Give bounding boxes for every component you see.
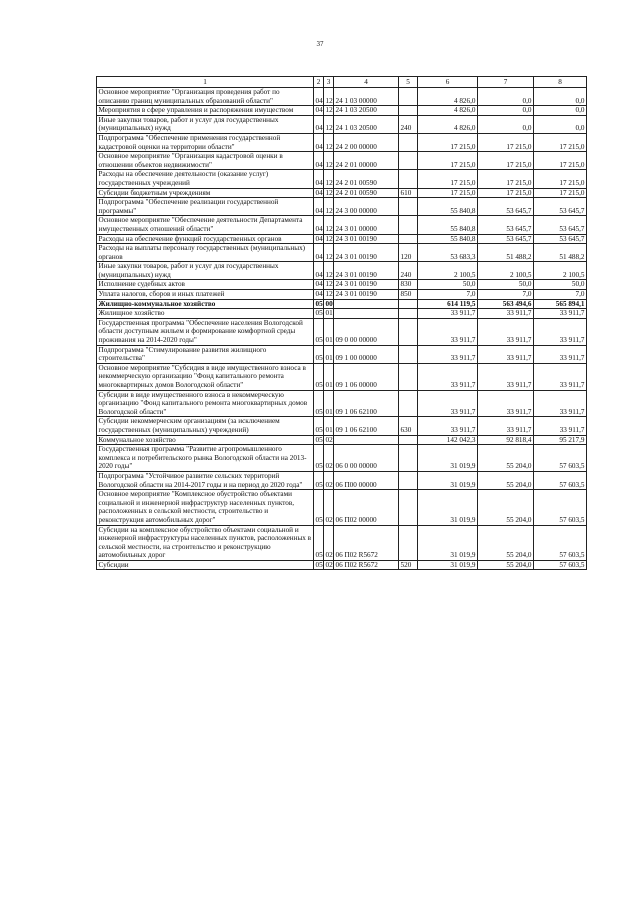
row-name-cell: Государственная программа "Развитие агропромышленного комплекса и потребительского рынка Вологодской области на 2013-2020 годы" — [97, 445, 314, 472]
amount-year2-cell: 92 818,4 — [478, 435, 534, 445]
amount-year2-cell: 0,0 — [478, 88, 534, 106]
amount-year1-cell: 55 840,8 — [418, 216, 478, 234]
target-article-cell: 24 1 03 00000 — [334, 88, 399, 106]
amount-year3-cell: 57 603,5 — [534, 445, 587, 472]
amount-year2-cell: 55 204,0 — [478, 525, 534, 560]
target-article-cell: 24 3 01 00000 — [334, 216, 399, 234]
expense-type-cell — [399, 445, 418, 472]
expense-type-cell — [399, 525, 418, 560]
table-body — [97, 88, 587, 570]
table-row — [97, 88, 587, 106]
table-row — [97, 417, 587, 435]
target-article-cell: 24 2 00 00000 — [334, 133, 399, 151]
expense-type-cell — [399, 216, 418, 234]
section-code-cell: 05 — [314, 390, 324, 417]
amount-year2-cell: 55 204,0 — [478, 445, 534, 472]
target-article-cell: 09 1 06 62100 — [334, 417, 399, 435]
row-name-cell: Уплата налогов, сборов и иных платежей — [97, 290, 314, 300]
row-name-cell: Расходы на обеспечение функций государственных органов — [97, 234, 314, 244]
amount-year2-cell: 33 911,7 — [478, 417, 534, 435]
target-article-cell: 09 1 00 00000 — [334, 345, 399, 363]
section-code-cell: 05 — [314, 417, 324, 435]
expense-type-cell — [399, 170, 418, 188]
table-row — [97, 309, 587, 319]
amount-year3-cell: 53 645,7 — [534, 234, 587, 244]
amount-year3-cell: 53 645,7 — [534, 216, 587, 234]
target-article-cell: 24 1 03 20500 — [334, 106, 399, 116]
amount-year3-cell: 2 100,5 — [534, 262, 587, 280]
target-article-cell — [334, 435, 399, 445]
target-article-cell: 24 2 01 00590 — [334, 188, 399, 198]
amount-year2-cell: 53 645,7 — [478, 216, 534, 234]
amount-year2-cell: 7,0 — [478, 290, 534, 300]
row-name-cell: Основное мероприятие "Субсидия в виде имущественного взноса в некоммерческую организацию "Фонд капитального ремонта многоквартирных домов Вологодской области" — [97, 363, 314, 390]
section-code-cell: 04 — [315, 290, 323, 299]
expense-type-cell: 830 — [399, 280, 418, 290]
table-row — [97, 115, 587, 133]
section-code-cell: 04 — [314, 244, 324, 262]
table-row — [97, 471, 587, 489]
column-header: 1 — [97, 77, 314, 88]
amount-year1-cell: 4 826,0 — [418, 88, 478, 106]
column-header: 6 — [418, 77, 478, 88]
amount-year1-cell: 33 911,7 — [418, 318, 478, 345]
expense-type-cell — [399, 198, 418, 216]
budget-table — [96, 76, 587, 570]
table-row — [97, 170, 587, 188]
table-row — [97, 244, 587, 262]
target-article-cell: 24 3 01 00190 — [334, 234, 399, 244]
table-row — [97, 445, 587, 472]
row-name-cell: Подпрограмма "Обеспечение реализации государственной программы" — [97, 198, 314, 216]
amount-year1-cell: 4 826,0 — [418, 115, 478, 133]
amount-year1-cell: 7,0 — [418, 290, 478, 300]
target-article-cell: 24 2 01 00590 — [334, 170, 399, 188]
section-code-cell: 05 — [314, 471, 324, 489]
row-name-cell: Жилищно-коммунальное хозяйство — [97, 299, 314, 309]
expense-type-cell: 610 — [399, 188, 418, 198]
table-row — [97, 525, 587, 560]
expense-type-cell — [399, 345, 418, 363]
amount-year1-cell: 53 683,3 — [418, 244, 478, 262]
amount-year3-cell: 33 911,7 — [534, 318, 587, 345]
subsection-code-cell: 01 — [324, 318, 334, 345]
subsection-code-cell: 01 — [325, 309, 333, 318]
amount-year2-cell: 33 911,7 — [478, 363, 534, 390]
amount-year2-cell: 563 494,6 — [478, 299, 534, 309]
subsection-code-cell: 12 — [324, 133, 334, 151]
amount-year3-cell: 53 645,7 — [534, 198, 587, 216]
table-header-row — [97, 77, 587, 88]
row-name-cell: Жилищное хозяйство — [97, 309, 314, 319]
row-name-cell: Подпрограмма "Обеспечение применения государственной кадастровой оценки на территории области" — [97, 133, 314, 151]
section-code-cell: 04 — [314, 152, 324, 170]
row-name-cell: Субсидии бюджетным учреждениям — [97, 188, 314, 198]
target-article-cell: 24 2 01 00000 — [334, 152, 399, 170]
amount-year3-cell: 33 911,7 — [534, 390, 587, 417]
table-row — [97, 435, 587, 445]
subsection-code-cell: 02 — [325, 435, 333, 444]
amount-year3-cell: 33 911,7 — [534, 309, 587, 319]
target-article-cell — [334, 299, 399, 309]
amount-year3-cell: 57 603,5 — [534, 490, 587, 525]
section-code-cell: 04 — [314, 262, 324, 280]
amount-year1-cell: 142 042,3 — [418, 435, 478, 445]
subsection-code-cell: 00 — [325, 299, 333, 308]
target-article-cell: 24 3 01 00190 — [334, 244, 399, 262]
target-article-cell: 24 3 00 00000 — [334, 198, 399, 216]
subsection-code-cell: 02 — [324, 471, 334, 489]
amount-year3-cell: 51 488,2 — [534, 244, 587, 262]
expense-type-cell: 850 — [399, 290, 418, 300]
row-name-cell: Основное мероприятие "Обеспечение деятельности Департамента имущественных отношений области" — [97, 216, 314, 234]
target-article-cell: 24 1 03 20500 — [334, 115, 399, 133]
column-header: 4 — [334, 77, 399, 88]
target-article-cell: 06 0 00 00000 — [334, 445, 399, 472]
expense-type-cell — [399, 490, 418, 525]
table-row — [97, 198, 587, 216]
section-code-cell: 05 — [314, 318, 324, 345]
target-article-cell: 06 П00 00000 — [334, 471, 399, 489]
amount-year1-cell: 31 019,9 — [418, 525, 478, 560]
table-row — [97, 133, 587, 151]
amount-year2-cell: 2 100,5 — [478, 262, 534, 280]
section-code-cell: 04 — [315, 234, 323, 243]
amount-year1-cell: 4 826,0 — [418, 106, 478, 116]
row-name-cell: Иные закупки товаров, работ и услуг для государственных (муниципальных) нужд — [97, 115, 314, 133]
subsection-code-cell: 12 — [324, 115, 334, 133]
subsection-code-cell: 01 — [324, 345, 334, 363]
subsection-code-cell: 01 — [324, 417, 334, 435]
row-name-cell: Мероприятия в сфере управления и распоряжения имуществом — [97, 106, 314, 116]
table-row — [97, 345, 587, 363]
section-code-cell: 05 — [315, 309, 323, 318]
expense-type-cell: 520 — [399, 560, 418, 570]
row-name-cell: Иные закупки товаров, работ и услуг для государственных (муниципальных) нужд — [97, 262, 314, 280]
expense-type-cell — [399, 435, 418, 445]
amount-year1-cell: 17 215,0 — [418, 133, 478, 151]
section-code-cell: 04 — [315, 188, 323, 197]
section-code-cell: 04 — [314, 115, 324, 133]
amount-year2-cell: 50,0 — [478, 280, 534, 290]
amount-year2-cell: 17 215,0 — [478, 170, 534, 188]
subsection-code-cell: 12 — [325, 290, 333, 299]
table-row — [97, 188, 587, 198]
amount-year3-cell: 7,0 — [534, 290, 587, 300]
amount-year1-cell: 17 215,0 — [418, 170, 478, 188]
row-name-cell: Исполнение судебных актов — [97, 280, 314, 290]
table-row — [97, 490, 587, 525]
expense-type-cell — [399, 309, 418, 319]
expense-type-cell — [399, 318, 418, 345]
column-header: 5 — [399, 77, 418, 88]
amount-year2-cell: 33 911,7 — [478, 345, 534, 363]
subsection-code-cell: 02 — [325, 560, 333, 569]
expense-type-cell: 120 — [399, 244, 418, 262]
subsection-code-cell: 12 — [324, 216, 334, 234]
target-article-cell: 06 П02 00000 — [334, 490, 399, 525]
target-article-cell: 09 1 06 62100 — [334, 390, 399, 417]
section-code-cell: 04 — [314, 170, 324, 188]
amount-year3-cell: 17 215,0 — [534, 188, 587, 198]
amount-year3-cell: 17 215,0 — [534, 133, 587, 151]
row-name-cell: Подпрограмма "Стимулирование развития жилищного строительства" — [97, 345, 314, 363]
amount-year2-cell: 0,0 — [478, 106, 534, 116]
amount-year2-cell: 0,0 — [478, 115, 534, 133]
section-code-cell: 05 — [315, 435, 323, 444]
target-article-cell: 24 3 01 00190 — [334, 280, 399, 290]
amount-year1-cell: 33 911,7 — [418, 417, 478, 435]
row-name-cell: Подпрограмма "Устойчивое развитие сельских территорий Вологодской области на 2014-2017 годы и на период до 2020 года" — [97, 471, 314, 489]
amount-year3-cell: 0,0 — [534, 88, 587, 106]
amount-year1-cell: 33 911,7 — [418, 345, 478, 363]
subsection-code-cell: 02 — [324, 525, 334, 560]
section-code-cell: 04 — [314, 198, 324, 216]
amount-year2-cell: 53 645,7 — [478, 198, 534, 216]
amount-year2-cell: 55 204,0 — [478, 490, 534, 525]
expense-type-cell — [399, 106, 418, 116]
expense-type-cell — [399, 390, 418, 417]
table-row — [97, 318, 587, 345]
amount-year1-cell: 17 215,0 — [418, 188, 478, 198]
target-article-cell: 09 1 06 00000 — [334, 363, 399, 390]
amount-year1-cell: 2 100,5 — [418, 262, 478, 280]
column-header: 2 — [314, 77, 324, 88]
section-code-cell: 05 — [314, 525, 324, 560]
amount-year1-cell: 31 019,9 — [418, 560, 478, 570]
amount-year1-cell: 55 840,8 — [418, 234, 478, 244]
amount-year1-cell: 17 215,0 — [418, 152, 478, 170]
amount-year2-cell: 17 215,0 — [478, 152, 534, 170]
amount-year1-cell: 31 019,9 — [418, 471, 478, 489]
amount-year3-cell: 17 215,0 — [534, 170, 587, 188]
amount-year1-cell: 33 911,7 — [418, 390, 478, 417]
subsection-code-cell: 02 — [324, 445, 334, 472]
amount-year2-cell: 33 911,7 — [478, 318, 534, 345]
amount-year1-cell: 50,0 — [418, 280, 478, 290]
page-number: 37 — [316, 40, 324, 48]
column-header: 8 — [534, 77, 587, 88]
subsection-code-cell: 12 — [324, 198, 334, 216]
row-name-cell: Субсидии на комплексное обустройство объектами социальной и инженерной инфраструктуры населенных пунктов, расположенных в сельской местности, на строительство и реконструкцию автомобильных дорог — [97, 525, 314, 560]
table-row — [97, 299, 587, 309]
table-row — [97, 262, 587, 280]
subsection-code-cell: 12 — [324, 170, 334, 188]
table-row — [97, 216, 587, 234]
target-article-cell: 24 3 01 00190 — [334, 262, 399, 280]
target-article-cell: 06 П02 R5672 — [334, 560, 399, 570]
table-row — [97, 390, 587, 417]
amount-year3-cell: 57 603,5 — [534, 525, 587, 560]
amount-year3-cell: 33 911,7 — [534, 417, 587, 435]
expense-type-cell — [399, 133, 418, 151]
amount-year3-cell: 0,0 — [534, 115, 587, 133]
row-name-cell: Государственная программа "Обеспечение населения Вологодской области доступным жильем и формирование комфортной среды проживания на 2014-2020 годы" — [97, 318, 314, 345]
column-header: 7 — [478, 77, 534, 88]
amount-year2-cell: 55 204,0 — [478, 560, 534, 570]
amount-year3-cell: 57 603,5 — [534, 560, 587, 570]
table-row — [97, 560, 587, 570]
table-row — [97, 106, 587, 116]
subsection-code-cell: 12 — [324, 152, 334, 170]
amount-year1-cell: 55 840,8 — [418, 198, 478, 216]
amount-year3-cell: 33 911,7 — [534, 345, 587, 363]
amount-year3-cell: 33 911,7 — [534, 363, 587, 390]
row-name-cell: Расходы на выплаты персоналу государственных (муниципальных) органов — [97, 244, 314, 262]
amount-year3-cell: 565 894,1 — [534, 299, 587, 309]
amount-year2-cell: 55 204,0 — [478, 471, 534, 489]
amount-year3-cell: 57 603,5 — [534, 471, 587, 489]
row-name-cell: Субсидии — [97, 560, 314, 570]
subsection-code-cell: 12 — [324, 262, 334, 280]
amount-year1-cell: 31 019,9 — [418, 445, 478, 472]
table-row — [97, 234, 587, 244]
target-article-cell: 24 3 01 00190 — [334, 290, 399, 300]
amount-year1-cell: 33 911,7 — [418, 363, 478, 390]
expense-type-cell: 630 — [399, 417, 418, 435]
section-code-cell: 05 — [315, 299, 323, 308]
subsection-code-cell: 12 — [324, 244, 334, 262]
section-code-cell: 05 — [314, 490, 324, 525]
table-row — [97, 152, 587, 170]
target-article-cell: 09 0 00 00000 — [334, 318, 399, 345]
amount-year2-cell: 33 911,7 — [478, 390, 534, 417]
section-code-cell: 05 — [315, 560, 323, 569]
subsection-code-cell: 01 — [324, 390, 334, 417]
row-name-cell: Субсидии некоммерческим организациям (за исключением государственных (муниципальных) учреждений) — [97, 417, 314, 435]
row-name-cell: Коммунальное хозяйство — [97, 435, 314, 445]
subsection-code-cell: 12 — [325, 234, 333, 243]
expense-type-cell — [399, 88, 418, 106]
amount-year2-cell: 17 215,0 — [478, 133, 534, 151]
section-code-cell: 05 — [314, 345, 324, 363]
amount-year3-cell: 17 215,0 — [534, 152, 587, 170]
subsection-code-cell: 02 — [324, 490, 334, 525]
amount-year3-cell: 95 217,9 — [534, 435, 587, 445]
section-code-cell: 05 — [314, 363, 324, 390]
amount-year2-cell: 17 215,0 — [478, 188, 534, 198]
row-name-cell: Основное мероприятие "Организация кадастровой оценки в отношении объектов недвижимости" — [97, 152, 314, 170]
section-code-cell: 04 — [314, 216, 324, 234]
row-name-cell: Субсидии в виде имущественного взноса в некоммерческую организацию "Фонд капитального ремонта многоквартирных домов Вологодской области" — [97, 390, 314, 417]
expense-type-cell — [399, 363, 418, 390]
expense-type-cell — [399, 471, 418, 489]
section-code-cell: 04 — [315, 280, 323, 289]
subsection-code-cell: 01 — [324, 363, 334, 390]
row-name-cell: Расходы на обеспечение деятельности (оказание услуг) государственных учреждений — [97, 170, 314, 188]
table-row — [97, 280, 587, 290]
expense-type-cell — [399, 299, 418, 309]
target-article-cell: 06 П02 R5672 — [334, 525, 399, 560]
subsection-code-cell: 12 — [325, 280, 333, 289]
section-code-cell: 04 — [315, 106, 323, 115]
subsection-code-cell: 12 — [325, 106, 333, 115]
expense-type-cell: 240 — [399, 115, 418, 133]
expense-type-cell — [399, 234, 418, 244]
table-row — [97, 290, 587, 300]
row-name-cell: Основное мероприятие "Комплексное обустройство объектами социальной и инженерной инфраструктур населенных пунктов, расположенных в сельской местности, строительство и реконструкция автомобильных дорог" — [97, 490, 314, 525]
subsection-code-cell: 12 — [325, 188, 333, 197]
amount-year1-cell: 33 911,7 — [418, 309, 478, 319]
table-row — [97, 363, 587, 390]
section-code-cell: 05 — [314, 445, 324, 472]
row-name-cell: Основное мероприятие "Организация проведения работ по описанию границ муниципальных образований области" — [97, 88, 314, 106]
subsection-code-cell: 12 — [324, 88, 334, 106]
amount-year2-cell: 53 645,7 — [478, 234, 534, 244]
target-article-cell — [334, 309, 399, 319]
column-header: 3 — [324, 77, 334, 88]
amount-year2-cell: 51 488,2 — [478, 244, 534, 262]
amount-year2-cell: 33 911,7 — [478, 309, 534, 319]
amount-year1-cell: 614 119,5 — [418, 299, 478, 309]
amount-year3-cell: 0,0 — [534, 106, 587, 116]
section-code-cell: 04 — [314, 88, 324, 106]
amount-year3-cell: 50,0 — [534, 280, 587, 290]
expense-type-cell — [399, 152, 418, 170]
amount-year1-cell: 31 019,9 — [418, 490, 478, 525]
section-code-cell: 04 — [314, 133, 324, 151]
expense-type-cell: 240 — [399, 262, 418, 280]
